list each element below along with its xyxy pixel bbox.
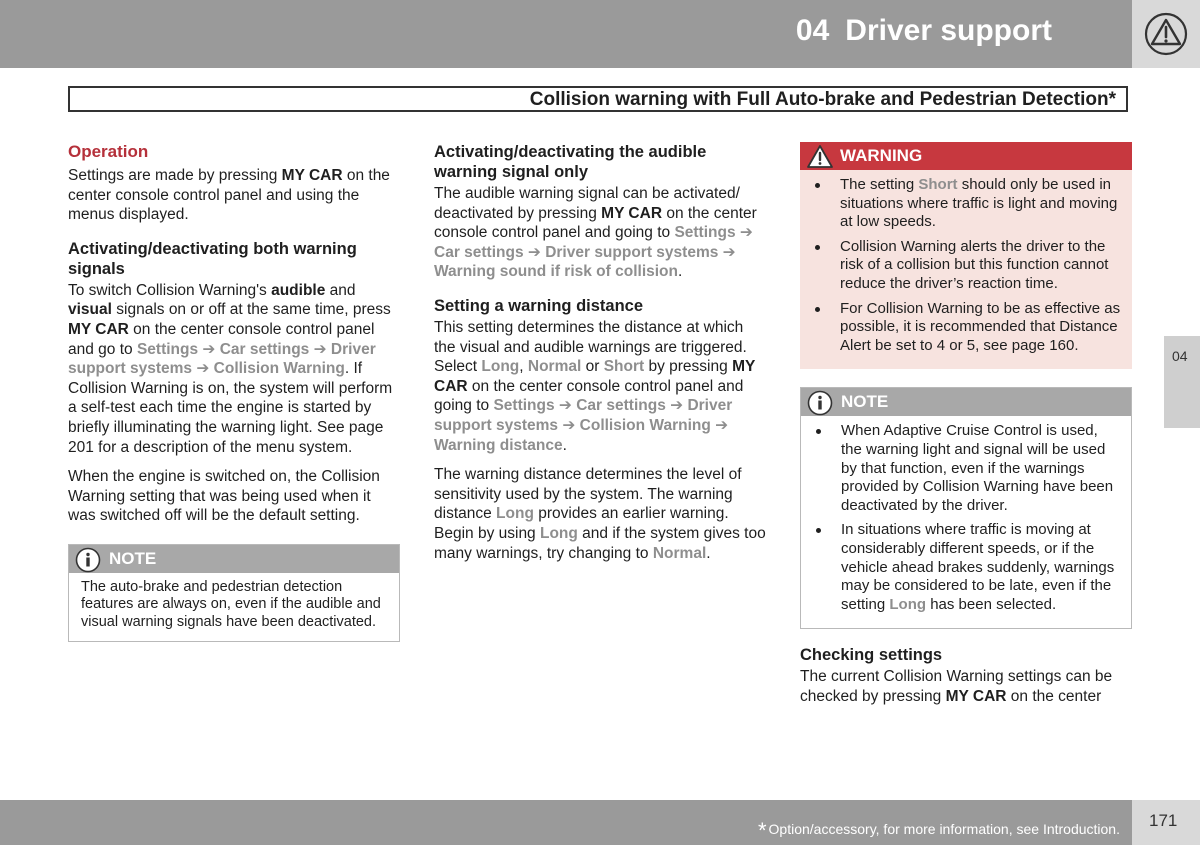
chapter-name: Driver support bbox=[845, 14, 1052, 47]
text: When Adaptive Cruise Control is used, the warning light and signal will be used by that function, even if the warnings provided by Collision Warning have been deactivated by the driver. bbox=[841, 422, 1114, 514]
warning-box bbox=[800, 142, 1132, 369]
menu-path-item: Car settings bbox=[434, 243, 524, 261]
arrow-right-icon: ➔ bbox=[710, 416, 729, 434]
menu-path-item: Driver support systems bbox=[68, 340, 376, 378]
list-item bbox=[840, 176, 1122, 232]
text: The setting bbox=[840, 176, 919, 193]
my-car-button-ref: MY CAR bbox=[68, 320, 129, 338]
text: has been selected. bbox=[926, 595, 1057, 613]
text: on the center console control panel and using the menus displayed. bbox=[68, 167, 390, 224]
note-list bbox=[801, 416, 1131, 628]
note-header bbox=[801, 388, 1131, 416]
menu-path-item: Settings bbox=[674, 224, 736, 242]
arrow-right-icon: ➔ bbox=[554, 397, 577, 415]
term-visual: visual bbox=[68, 301, 112, 319]
arrow-right-icon: ➔ bbox=[192, 360, 214, 378]
text: , bbox=[519, 358, 528, 376]
text: and if the system gives too many warnings, try changing to bbox=[434, 524, 766, 562]
option-long: Long bbox=[481, 358, 520, 376]
text: provides an earlier warning. Begin by using bbox=[434, 505, 729, 542]
text: . bbox=[706, 544, 711, 562]
list-item bbox=[840, 238, 1122, 294]
menu-path-item: Driver support systems bbox=[545, 243, 719, 261]
side-tab-number: 04 bbox=[1172, 348, 1188, 364]
menu-path-item: Settings bbox=[136, 340, 199, 358]
text: should only be used in situations where traffic is light and moving at low speeds. bbox=[840, 176, 1118, 231]
note-text: The auto-brake and pedestrian detection features are always on, even if the audible and visual warning signals have been deactivated. bbox=[81, 578, 381, 630]
option-long: Long bbox=[496, 505, 534, 523]
list-item bbox=[840, 300, 1122, 356]
section-title: Collision warning with Full Auto-brake and Pedestrian Detection* bbox=[529, 89, 1116, 110]
heading-both-signals: Activating/deactivating both warning signals bbox=[68, 239, 357, 278]
option-normal: Normal bbox=[652, 544, 707, 562]
text: or bbox=[581, 358, 604, 376]
text: signals on or off at the same time, press bbox=[111, 301, 391, 319]
text: The warning distance determines the level of sensitivity used by the system. The warning distance bbox=[434, 466, 742, 523]
note-box bbox=[68, 544, 400, 642]
my-car-button-ref: MY CAR bbox=[434, 358, 756, 395]
text: For Collision Warning to be as effective as possible, it is recommended that Distance Alert be set to 4 or 5, see page 160. bbox=[840, 299, 1121, 354]
menu-path-item: Collision Warning bbox=[213, 360, 345, 378]
list-item bbox=[841, 422, 1121, 515]
chapter-header-bar bbox=[0, 0, 1132, 68]
arrow-right-icon: ➔ bbox=[735, 224, 753, 242]
paragraph-sensitivity bbox=[434, 465, 766, 563]
chapter-icon-box bbox=[1132, 0, 1200, 68]
heading-warning-distance: Setting a warning distance bbox=[434, 296, 644, 315]
text: on the center console control panel and go to bbox=[68, 320, 375, 358]
note-label: NOTE bbox=[841, 392, 889, 412]
option-long: Long bbox=[889, 595, 927, 613]
text: This setting determines the distance at which the visual and audible warnings are triggered. Select bbox=[434, 318, 747, 376]
menu-path-item: Warning sound if risk of collision bbox=[434, 263, 678, 281]
text: Collision Warning alerts the driver to the risk of a collision but this function cannot reduce the driver’s reaction time. bbox=[840, 237, 1109, 292]
menu-path-item: Driver support systems bbox=[434, 397, 733, 434]
paragraph-engine: When the engine is switched on, the Collision Warning setting that was being used when it was switched off will be the default setting. bbox=[68, 468, 380, 525]
option-short: Short bbox=[603, 358, 645, 376]
text: The audible warning signal can be activated/ deactivated by pressing bbox=[434, 185, 740, 222]
heading-operation: Operation bbox=[68, 142, 149, 161]
warning-triangle-icon bbox=[806, 144, 834, 170]
note-label: NOTE bbox=[109, 548, 157, 568]
footnote-text: Option/accessory, for more information, see Introduction. bbox=[768, 821, 1120, 837]
paragraph-both-signals bbox=[68, 281, 400, 457]
my-car-button-ref: MY CAR bbox=[945, 687, 1007, 705]
asterisk: * bbox=[757, 818, 767, 843]
text: The current Collision Warning settings can be checked by pressing bbox=[800, 668, 1113, 705]
arrow-right-icon: ➔ bbox=[523, 243, 546, 261]
option-short: Short bbox=[918, 176, 958, 193]
my-car-button-ref: MY CAR bbox=[601, 204, 663, 222]
text: . If Collision Warning is on, the system will perform a self-test each time the engine is started by briefly illuminating the warning light. See page 201 for a description of the menu system. bbox=[68, 360, 393, 456]
menu-path-item: Car settings bbox=[219, 340, 310, 358]
column-left bbox=[68, 142, 400, 642]
info-icon bbox=[807, 390, 833, 416]
info-icon bbox=[75, 547, 101, 573]
menu-path-item: Warning distance bbox=[434, 436, 563, 454]
page-number: 171 bbox=[1149, 811, 1178, 830]
paragraph-operation bbox=[68, 166, 400, 225]
text: Settings are made by pressing bbox=[68, 167, 282, 184]
menu-path-item: Car settings bbox=[576, 397, 666, 415]
column-right bbox=[800, 142, 1132, 716]
option-long: Long bbox=[540, 524, 578, 542]
note-box bbox=[800, 387, 1132, 629]
warning-list bbox=[800, 170, 1132, 369]
chapter-side-tab bbox=[1164, 336, 1200, 428]
warning-header bbox=[800, 142, 1132, 170]
paragraph-audible-only bbox=[434, 184, 766, 282]
my-car-button-ref: MY CAR bbox=[281, 167, 343, 184]
text: To switch Collision Warning's bbox=[68, 281, 272, 299]
text: on the center console control panel and going to bbox=[434, 377, 744, 415]
menu-path-item: Settings bbox=[493, 397, 555, 415]
paragraph-checking-settings bbox=[800, 667, 1132, 706]
text: on the center console control panel and going to bbox=[434, 204, 757, 242]
footnote bbox=[757, 814, 1120, 843]
text: . bbox=[678, 263, 683, 281]
chapter-title bbox=[796, 14, 1052, 48]
arrow-right-icon: ➔ bbox=[718, 243, 736, 261]
footer-bar bbox=[0, 800, 1132, 845]
arrow-right-icon: ➔ bbox=[665, 397, 688, 415]
note-header bbox=[69, 545, 399, 573]
text: In situations where traffic is moving at considerably different speeds, or if the vehicle ahead brakes suddenly, warnings may be considered to be late, even if the setting bbox=[841, 521, 1115, 613]
text: on the center bbox=[1006, 687, 1102, 705]
page-number-box bbox=[1132, 800, 1200, 845]
column-middle bbox=[434, 142, 766, 573]
option-normal: Normal bbox=[527, 358, 582, 376]
term-audible: audible bbox=[271, 281, 326, 299]
chapter-number: 04 bbox=[795, 14, 830, 47]
list-item bbox=[841, 521, 1121, 614]
section-title-bar bbox=[68, 86, 1128, 112]
text: by pressing bbox=[644, 358, 733, 376]
text: and bbox=[325, 281, 356, 299]
arrow-right-icon: ➔ bbox=[558, 416, 580, 434]
warning-triangle-icon bbox=[1144, 12, 1188, 56]
warning-label: WARNING bbox=[840, 146, 923, 165]
menu-path-item: Collision Warning bbox=[579, 416, 711, 434]
arrow-right-icon: ➔ bbox=[198, 340, 220, 358]
text: . bbox=[562, 436, 567, 454]
arrow-right-icon: ➔ bbox=[309, 340, 331, 358]
heading-checking-settings: Checking settings bbox=[800, 646, 943, 665]
heading-audible-only: Activating/deactivating the audible warning signal only bbox=[434, 143, 707, 181]
paragraph-warning-distance bbox=[434, 318, 766, 455]
